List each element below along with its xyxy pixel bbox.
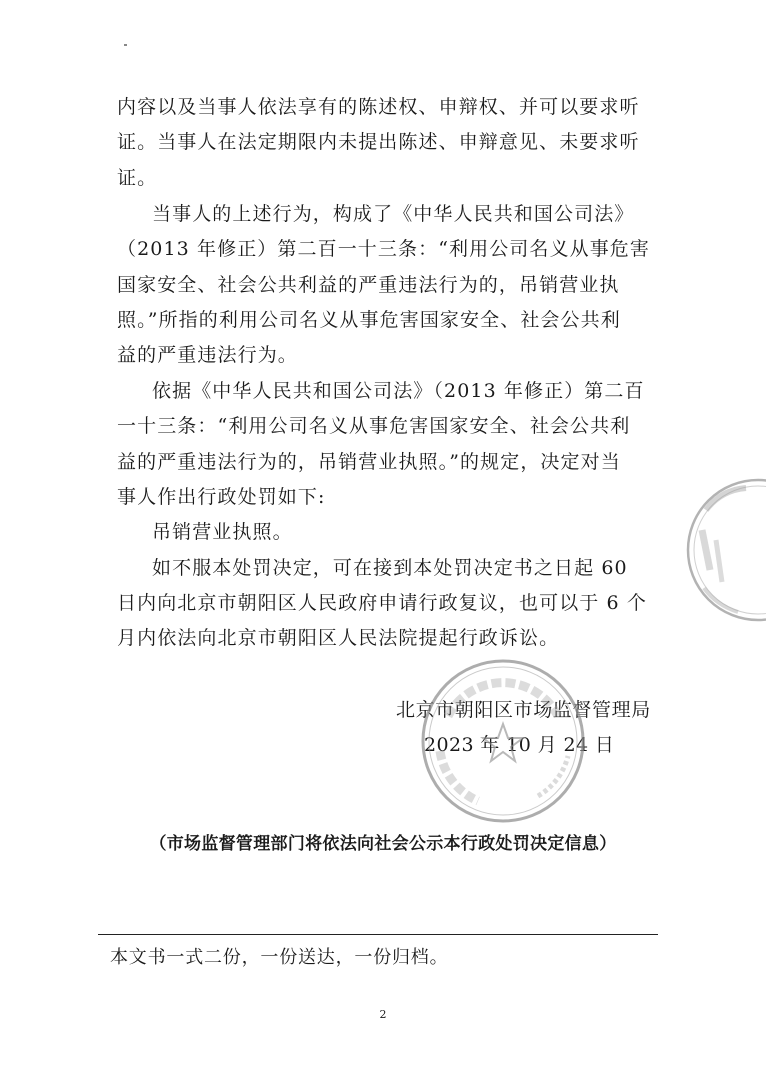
scan-speck (124, 44, 127, 46)
partial-seal-stamp (676, 470, 766, 630)
text-line: 证。 (117, 167, 158, 189)
public-notice: （市场监督管理部门将依法向社会公示本行政处罚决定信息） (149, 834, 617, 854)
text-line: 当事人的上述行为，构成了《中华人民共和国公司法》 (152, 203, 635, 225)
page-number: 2 (379, 1008, 387, 1021)
footer-note: 本文书一式二份，一份送达，一份归档。 (110, 947, 449, 968)
text-line: 一十三条：“利用公司名义从事危害国家安全、社会公共利 (117, 415, 631, 437)
text-line: 事人作出行政处罚如下: (117, 486, 326, 508)
text-line: 照。”所指的利用公司名义从事危害国家安全、社会公共利 (117, 309, 621, 331)
text-line: 如不服本处罚决定，可在接到本处罚决定书之日起 60 (152, 557, 628, 579)
text-line: 益的严重违法行为。 (117, 344, 298, 366)
text-line: 益的严重违法行为的，吊销营业执照。”的规定，决定对当 (117, 451, 621, 473)
footer-divider (98, 934, 658, 935)
text-line: 证。当事人在法定期限内未提出陈述、申辩意见、未要求听 (117, 131, 640, 153)
issuing-authority: 北京市朝阳区市场监督管理局 (396, 699, 651, 721)
text-line: 国家安全、社会公共利益的严重违法行为的，吊销营业执 (117, 274, 620, 296)
text-line: （2013 年修正）第二百一十三条：“利用公司名义从事危害 (117, 238, 651, 260)
text-line: 日内向北京市朝阳区人民政府申请行政复议，也可以于 6 个 (117, 592, 647, 614)
text-line: 内容以及当事人依法享有的陈述权、申辩权、并可以要求听 (117, 96, 640, 118)
issue-date: 2023 年 10 月 24 日 (424, 734, 615, 756)
text-line: 月内依法向北京市朝阳区人民法院提起行政诉讼。 (117, 627, 560, 649)
text-line: 依据《中华人民共和国公司法》（2013 年修正）第二百 (152, 380, 645, 402)
text-line: 吊销营业执照。 (152, 521, 293, 543)
official-seal-stamp (418, 656, 588, 826)
